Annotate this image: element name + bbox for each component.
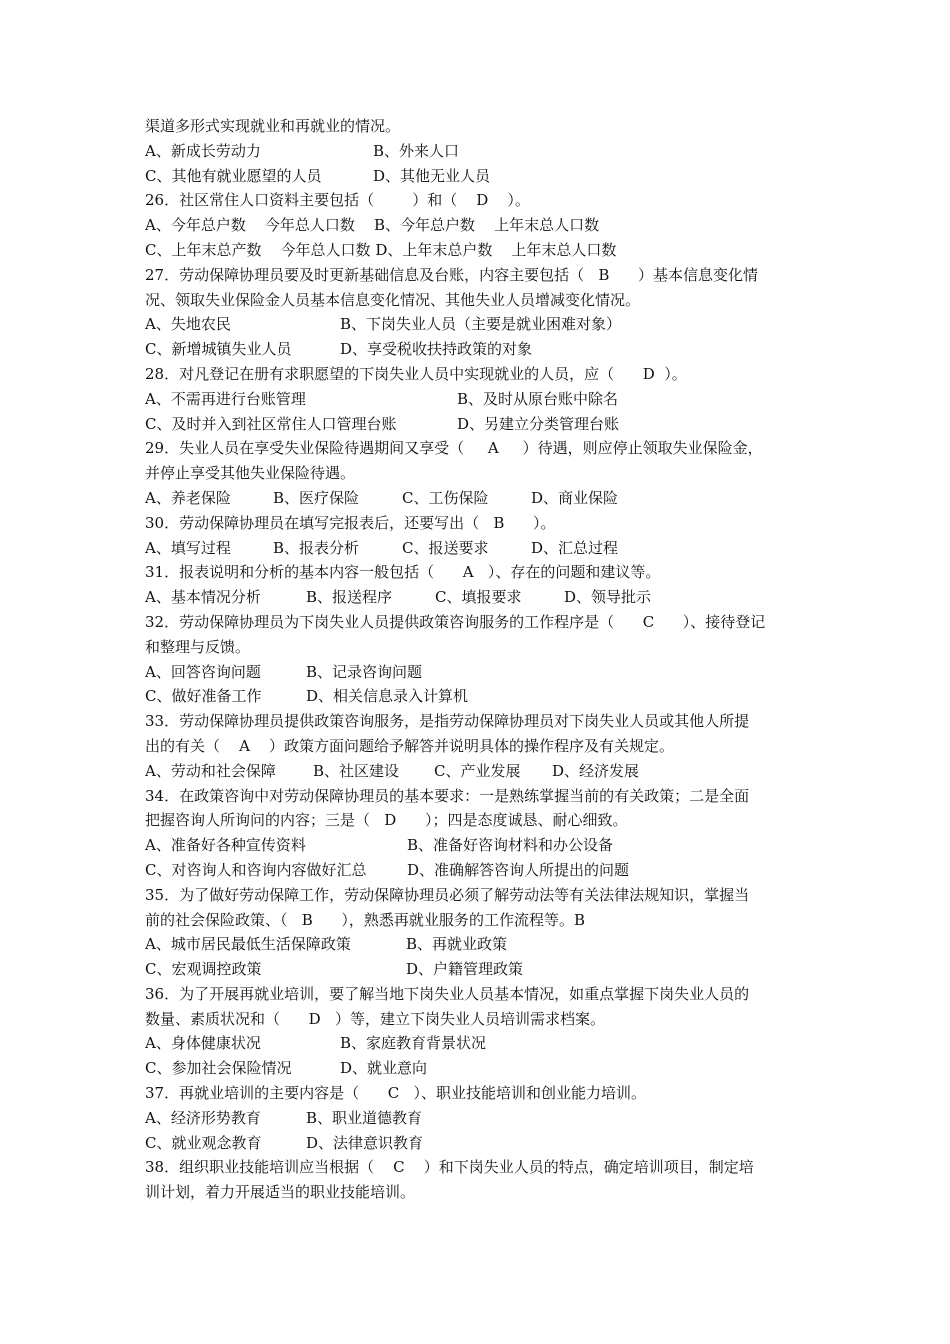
answer-option: B、社区建设 [313,761,400,780]
answer-option: D、法律意识教育 [306,1133,424,1152]
answer-option: B、记录咨询问题 [306,662,423,681]
answer-option: D、其他无业人员 [373,166,491,185]
text-line: 34．在政策咨询中对劳动保障协理员的基本要求：一是熟练掌握当前的有关政策；二是全面 [145,786,750,805]
answer-option: C、其他有就业愿望的人员 [145,166,322,185]
answer-option: C、工伤保险 [402,488,489,507]
answer-option: C、做好准备工作 [145,687,262,706]
answer-option: B、及时从原台账中除名 [457,389,619,408]
options-line [145,387,810,412]
answer-option: D、领导批示 [564,588,652,607]
answer-option: A、失地农民 [145,315,231,334]
text-line: 31．报表说明和分析的基本内容一般包括（ A ）、存在的问题和建议等。 [145,563,661,582]
text-line: 28．对凡登记在册有求职愿望的下岗失业人员中实现就业的人员，应（ D ）。 [145,364,687,383]
answer-option: D、享受税收扶持政策的对象 [340,340,533,359]
text-line: 32．劳动保障协理员为下岗失业人员提供政策咨询服务的工作程序是（ C ）、接待登记 [145,612,766,631]
text-line: 出的有关（ A ）政策方面问题给予解答并说明具体的操作程序及有关规定。 [145,736,674,755]
text-line: 35．为了做好劳动保障工作，劳动保障协理员必须了解劳动法等有关法律法规知识，掌握当 [145,885,750,904]
answer-option: B、外来人口 [373,141,460,160]
answer-option: A、养老保险 [145,488,231,507]
answer-option: C、产业发展 [434,761,521,780]
options-line [145,164,810,189]
text-line: 30．劳动保障协理员在填写完报表后，还要写出（ B ）。 [145,513,556,532]
answer-option: C、就业观念教育 [145,1133,262,1152]
answer-option: B、职业道德教育 [306,1108,423,1127]
text-line: 况、领取失业保险金人员基本信息变化情况、其他失业人员增减变化情况。 [145,290,641,309]
answer-option: A、城市居民最低生活保障政策 [145,935,351,954]
options-line [145,858,810,883]
options-line [145,1131,810,1156]
options-line [145,312,810,337]
options-line [145,932,810,957]
text-line: 数量、素质状况和（ D ）等，建立下岗失业人员培训需求档案。 [145,1009,605,1028]
options-line [145,585,810,610]
text-line: A、今年总户数 今年总人口数 B、今年总户数 上年末总人口数 [145,216,600,235]
answer-option: D、相关信息录入计算机 [306,687,469,706]
answer-option: D、就业意向 [340,1059,428,1078]
answer-option: C、报送要求 [402,538,489,557]
text-line: 渠道多形式实现就业和再就业的情况。 [145,117,401,135]
answer-option: C、新增城镇失业人员 [145,340,292,359]
answer-option: A、身体健康状况 [145,1034,261,1053]
options-line [145,1056,810,1081]
answer-option: B、医疗保险 [273,488,360,507]
answer-option: D、商业保险 [531,488,619,507]
answer-option: C、及时并入到社区常住人口管理台账 [145,414,397,433]
answer-option: B、报送程序 [306,588,393,607]
options-line [145,833,810,858]
options-line [145,486,810,511]
text-line: C、上年末总产数 今年总人口数 D、上年末总户数 上年末总人口数 [145,240,617,259]
answer-option: A、基本情况分析 [145,588,261,607]
text-line: 27．劳动保障协理员要及时更新基础信息及台账，内容主要包括（ B ）基本信息变化情 [145,265,759,284]
answer-option: B、再就业政策 [406,935,508,954]
answer-option: A、经济形势教育 [145,1108,261,1127]
text-line: 36．为了开展再就业培训，要了解当地下岗失业人员基本情况，如重点掌握下岗失业人员的 [145,984,750,1003]
text-line: 并停止享受其他失业保险待遇。 [145,464,356,483]
answer-option: C、宏观调控政策 [145,960,262,979]
answer-option: A、回答咨询问题 [145,662,261,681]
answer-option: B、准备好咨询材料和办公设备 [407,836,614,855]
text-line: 前的社会保险政策、（ B ），熟悉再就业服务的工作流程等。B [145,910,585,929]
options-line [145,1031,810,1056]
text-line: 29．失业人员在享受失业保险待遇期间又享受（ A ）待遇，则应停止领取失业保险金， [145,439,763,458]
text-line: 26．社区常住人口资料主要包括（ ）和（ D ）。 [145,191,530,210]
answer-option: C、参加社会保险情况 [145,1059,292,1078]
answer-option: B、家庭教育背景状况 [340,1034,487,1053]
options-line [145,684,810,709]
text-line: 37．再就业培训的主要内容是（ C ）、职业技能培训和创业能力培训。 [145,1084,646,1103]
answer-option: D、另建立分类管理台账 [457,414,620,433]
answer-option: A、劳动和社会保障 [145,761,276,780]
answer-option: D、汇总过程 [531,538,619,557]
answer-option: B、下岗失业人员（主要是就业困难对象） [340,315,622,334]
text-line: 把握咨询人所询问的内容；三是（ D ）；四是态度诚恳、耐心细致。 [145,811,628,830]
options-line [145,660,810,685]
options-line [145,412,810,437]
options-line [145,139,810,164]
text-line: 和整理与反馈。 [145,637,251,656]
answer-option: A、新成长劳动力 [145,141,261,160]
answer-option: D、准确解答咨询人所提出的问题 [407,860,630,879]
document-page [145,114,810,1205]
options-line [145,536,810,561]
answer-option: D、户籍管理政策 [406,960,524,979]
text-line: 38．组织职业技能培训应当根据（ C ）和下岗失业人员的特点，确定培训项目，制定培 [145,1158,754,1177]
answer-option: C、填报要求 [435,588,522,607]
text-line: 33．劳动保障协理员提供政策咨询服务，是指劳动保障协理员对下岗失业人员或其他人所提 [145,712,750,731]
answer-option: B、报表分析 [273,538,360,557]
options-line [145,1106,810,1131]
answer-option: C、对咨询人和咨询内容做好汇总 [145,860,367,879]
answer-option: A、准备好各种宣传资料 [145,836,306,855]
text-line: 训计划，着力开展适当的职业技能培训。 [145,1183,416,1202]
options-line [145,759,810,784]
answer-option: A、填写过程 [145,538,231,557]
options-line [145,337,810,362]
options-line [145,957,810,982]
answer-option: A、不需再进行台账管理 [145,389,306,408]
answer-option: D、经济发展 [552,761,640,780]
